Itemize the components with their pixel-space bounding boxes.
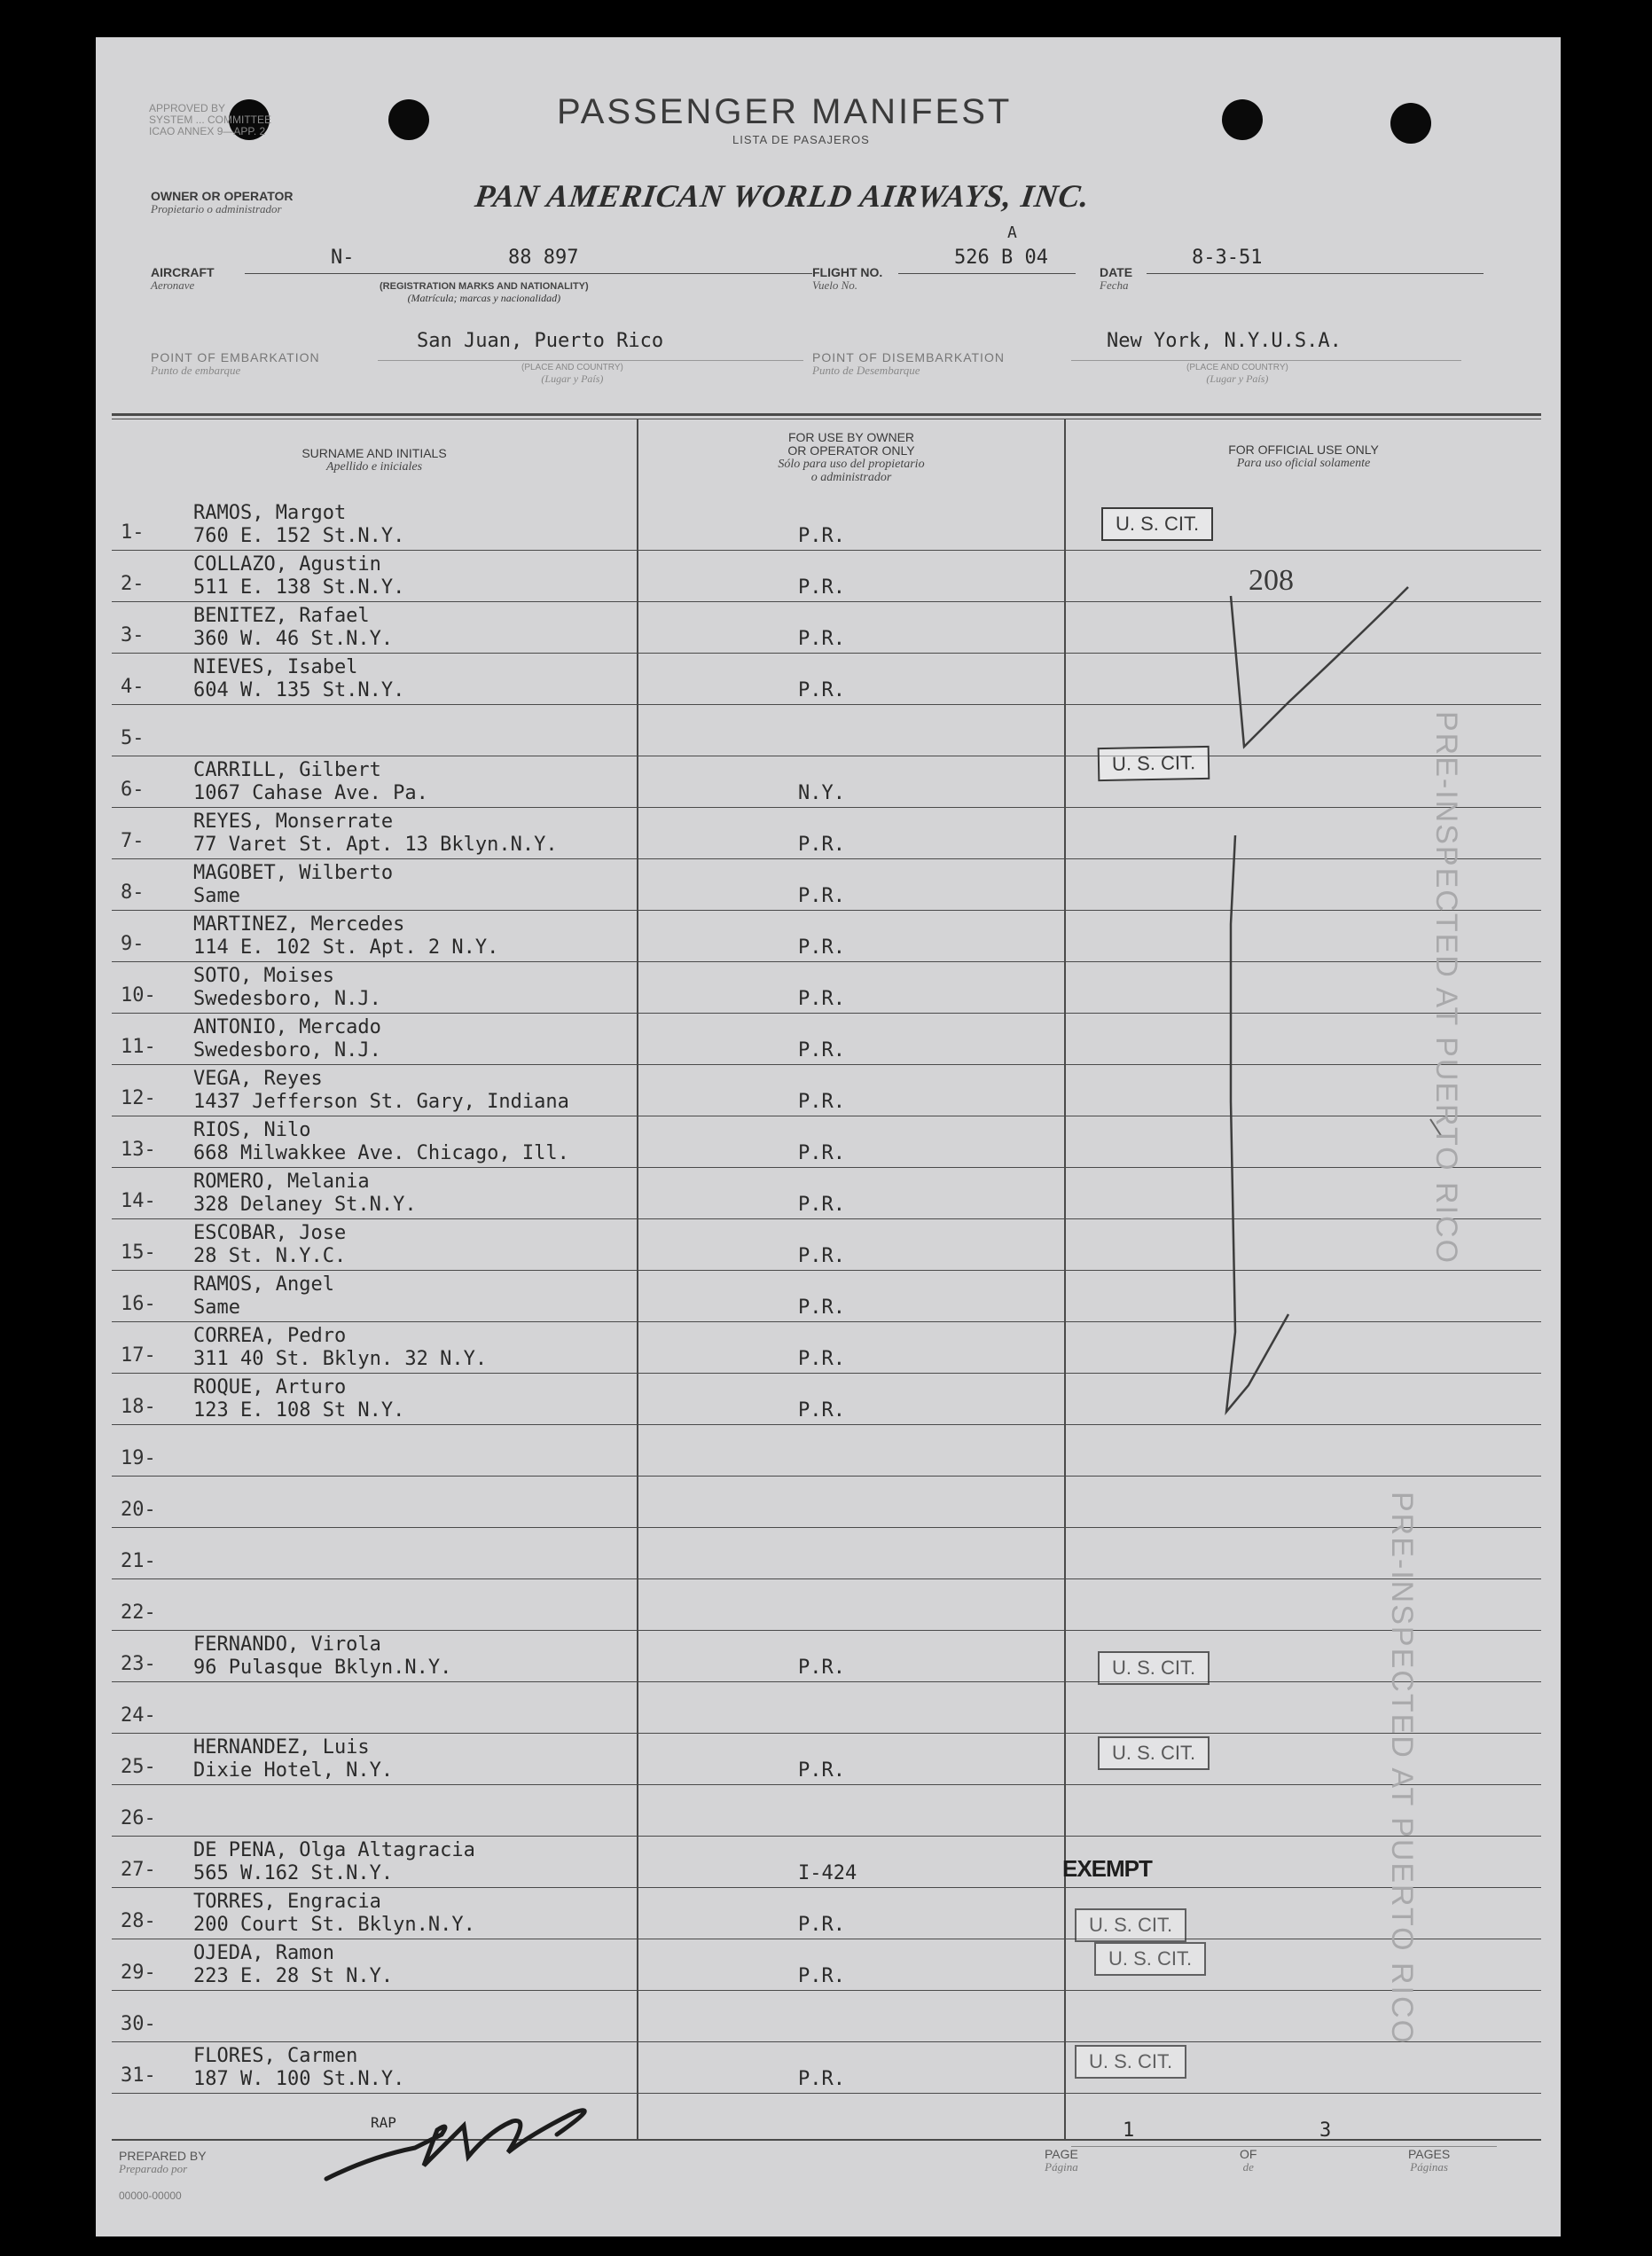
passenger-name: ROMERO, Melania	[193, 1171, 370, 1193]
date-label-en: DATE	[1100, 265, 1133, 279]
aircraft-label-en: AIRCRAFT	[151, 265, 215, 279]
approval-line: ICAO ANNEX 9—APP. 2	[149, 125, 266, 137]
page-subtitle: LISTA DE PASAJEROS	[732, 133, 870, 146]
aircraft-underline	[245, 273, 812, 274]
flight-label-en: FLIGHT NO.	[812, 265, 883, 279]
flight-number: 526 B 04	[954, 247, 1048, 269]
passenger-name: RIOS, Nilo	[193, 1119, 311, 1141]
passenger-name: BENITEZ, Rafael	[193, 605, 370, 627]
row-number: 22-	[121, 1602, 156, 1624]
origin-code: P.R.	[798, 1914, 845, 1936]
origin-code: P.R.	[798, 576, 845, 599]
registration-caption-en: (REGISTRATION MARKS AND NATIONALITY)	[380, 281, 589, 292]
passenger-address: 28 St. N.Y.C.	[193, 1245, 347, 1267]
passenger-name: SOTO, Moises	[193, 965, 334, 987]
pre-inspected-stamp: PRE-INSPECTED AT PUERTO RICO	[1385, 1492, 1419, 2046]
origin-code: P.R.	[798, 1657, 845, 1679]
passenger-name: ESCOBAR, Jose	[193, 1222, 347, 1244]
passenger-name: REYES, Monserrate	[193, 811, 394, 833]
passenger-name: ROQUE, Arturo	[193, 1376, 347, 1398]
passenger-address: 96 Pulasque Bklyn.N.Y.	[193, 1657, 452, 1679]
origin-code: P.R.	[798, 1348, 845, 1370]
origin-code: P.R.	[798, 1194, 845, 1216]
passenger-name: MAGOBET, Wilberto	[193, 862, 394, 884]
manifest-sheet	[96, 37, 1561, 2236]
row-number: 2-	[121, 573, 145, 595]
row-number: 14-	[121, 1190, 156, 1212]
embark-label	[151, 351, 320, 376]
airline-name: PAN AMERICAN WORLD AIRWAYS, INC.	[473, 178, 1092, 214]
row-number: 28-	[121, 1910, 156, 1932]
row-rule	[112, 1681, 1541, 1682]
origin-code: P.R.	[798, 1142, 845, 1164]
origin-code: P.R.	[798, 1245, 845, 1267]
column-header-operator-l2: OR OPERATOR ONLY	[787, 443, 915, 458]
pages-label	[1408, 2148, 1450, 2173]
aircraft-label	[151, 266, 215, 291]
origin-code: P.R.	[798, 628, 845, 650]
passenger-name: CARRILL, Gilbert	[193, 759, 381, 781]
us-citizen-stamp: U. S. CIT.	[1075, 2045, 1186, 2079]
embark-underline	[378, 360, 803, 361]
row-number: 17-	[121, 1344, 156, 1367]
page-number: 1	[1123, 2119, 1135, 2142]
aircraft-registration: 88 897	[508, 247, 579, 269]
pre-inspected-stamp: PRE-INSPECTED AT PUERTO RICO	[1429, 711, 1463, 1265]
us-citizen-stamp: U. S. CIT.	[1094, 1942, 1206, 1976]
owner-label-en: OWNER OR OPERATOR	[151, 189, 294, 203]
prepared-by-es: Preparado por	[119, 2162, 188, 2175]
owner-label	[151, 190, 294, 215]
row-rule	[112, 550, 1541, 551]
disembark-underline	[1071, 360, 1461, 361]
passenger-address: Same	[193, 885, 240, 907]
passenger-address: Dixie Hotel, N.Y.	[193, 1759, 394, 1782]
embark-caption-es: (Lugar y País)	[541, 372, 604, 385]
origin-code: P.R.	[798, 936, 845, 959]
origin-code: P.R.	[798, 1296, 845, 1319]
row-number: 24-	[121, 1704, 156, 1727]
passenger-name: MARTINEZ, Mercedes	[193, 913, 405, 936]
passenger-name: ANTONIO, Mercado	[193, 1016, 381, 1038]
passenger-name: NIEVES, Isabel	[193, 656, 358, 678]
page-rule	[1071, 2146, 1497, 2147]
passenger-address: 187 W. 100 St.N.Y.	[193, 2068, 405, 2090]
passenger-address: 565 W.162 St.N.Y.	[193, 1862, 394, 1884]
owner-label-es: Propietario o administrador	[151, 202, 282, 215]
page-title: PASSENGER MANIFEST	[557, 92, 1013, 131]
passenger-address: Same	[193, 1296, 240, 1319]
flight-date: 8-3-51	[1192, 247, 1263, 269]
of-label	[1240, 2148, 1257, 2173]
prepared-initials: RAP	[371, 2114, 396, 2131]
disembark-caption-en: (PLACE AND COUNTRY)	[1186, 363, 1288, 372]
passenger-address: 123 E. 108 St N.Y.	[193, 1399, 405, 1422]
row-rule	[112, 2041, 1541, 2042]
row-number: 11-	[121, 1036, 156, 1058]
flight-underline	[898, 273, 1076, 274]
row-rule	[112, 1836, 1541, 1837]
passenger-name: COLLAZO, Agustin	[193, 553, 381, 576]
column-header-operator-es1: Sólo para uso del propietario	[778, 458, 925, 471]
row-rule	[112, 1784, 1541, 1785]
passenger-address: 360 W. 46 St.N.Y.	[193, 628, 394, 650]
origin-code: P.R.	[798, 1039, 845, 1061]
row-number: 9-	[121, 933, 145, 955]
passenger-address: 328 Delaney St.N.Y.	[193, 1194, 417, 1216]
disembark-caption	[1186, 362, 1288, 385]
prepared-by-label	[119, 2150, 207, 2174]
passenger-name: FERNANDO, Virola	[193, 1633, 381, 1656]
aircraft-prefix: N-	[331, 247, 355, 269]
pages-label-en: PAGES	[1408, 2147, 1451, 2161]
embark-caption-en: (PLACE AND COUNTRY)	[521, 363, 623, 372]
passenger-address: 311 40 St. Bklyn. 32 N.Y.	[193, 1348, 488, 1370]
column-header-operator-l1: FOR USE BY OWNER	[787, 430, 915, 444]
us-citizen-stamp: U. S. CIT.	[1101, 507, 1213, 541]
row-rule	[112, 1990, 1541, 1991]
row-number: 1-	[121, 521, 145, 544]
origin-code: P.R.	[798, 834, 845, 856]
of-label-es: de	[1242, 2160, 1254, 2174]
row-number: 21-	[121, 1550, 156, 1572]
row-rule	[112, 1630, 1541, 1631]
origin-code: P.R.	[798, 679, 845, 701]
date-underline	[1147, 273, 1484, 274]
row-rule	[112, 1733, 1541, 1734]
embark-label-es: Punto de embarque	[151, 364, 241, 377]
origin-code: I-424	[798, 1862, 857, 1884]
row-rule	[112, 2093, 1541, 2094]
us-citizen-stamp: U. S. CIT.	[1098, 1736, 1210, 1770]
origin-code: P.R.	[798, 1759, 845, 1782]
embark-point: San Juan, Puerto Rico	[417, 330, 664, 352]
punch-hole	[1390, 103, 1431, 144]
embark-caption	[521, 362, 623, 385]
row-number: 10-	[121, 984, 156, 1007]
column-header-name-es: Apellido e iniciales	[325, 460, 423, 474]
passenger-name: RAMOS, Margot	[193, 502, 347, 524]
of-label-en: OF	[1240, 2147, 1257, 2161]
column-header-official	[1066, 443, 1541, 470]
column-header-official-es: Para uso oficial solamente	[1236, 457, 1371, 470]
row-number: 5-	[121, 727, 145, 749]
pages-label-es: Páginas	[1410, 2160, 1448, 2174]
registration-caption	[380, 281, 589, 304]
origin-code: P.R.	[798, 2068, 845, 2090]
passenger-address: 223 E. 28 St N.Y.	[193, 1965, 394, 1987]
origin-code: P.R.	[798, 1399, 845, 1422]
origin-code: N.Y.	[798, 782, 845, 804]
page-label-en: PAGE	[1045, 2147, 1078, 2161]
disembark-point: New York, N.Y.U.S.A.	[1107, 330, 1342, 352]
us-citizen-stamp: U. S. CIT.	[1075, 1908, 1186, 1942]
form-number: 00000-00000	[119, 2189, 182, 2202]
passenger-name: CORREA, Pedro	[193, 1325, 347, 1347]
column-header-name	[112, 447, 637, 474]
origin-code: P.R.	[798, 988, 845, 1010]
column-header-operator-es2: o administrador	[810, 471, 892, 484]
approval-note	[149, 103, 271, 137]
row-number: 27-	[121, 1859, 156, 1881]
passenger-name: OJEDA, Ramon	[193, 1942, 334, 1964]
passenger-address: 200 Court St. Bklyn.N.Y.	[193, 1914, 475, 1936]
disembark-label-es: Punto de Desembarque	[812, 364, 920, 377]
approval-line: APPROVED BY	[149, 102, 226, 114]
punch-hole	[388, 99, 429, 140]
passenger-name: DE PENA, Olga Altagracia	[193, 1839, 475, 1861]
row-number: 18-	[121, 1396, 156, 1418]
passenger-address: 511 E. 138 St.N.Y.	[193, 576, 405, 599]
row-number: 25-	[121, 1756, 156, 1778]
approval-line: SYSTEM ... COMMITTEE	[149, 114, 272, 126]
date-label-es: Fecha	[1100, 278, 1129, 292]
handwritten-count: 208	[1249, 564, 1294, 597]
handwritten-marks	[1071, 569, 1444, 1474]
disembark-label-en: POINT OF DISEMBARKATION	[812, 350, 1005, 364]
row-rule	[112, 1527, 1541, 1528]
passenger-address: 1437 Jefferson St. Gary, Indiana	[193, 1091, 569, 1113]
row-rule	[112, 1887, 1541, 1888]
row-number: 8-	[121, 881, 145, 904]
row-number: 30-	[121, 2013, 156, 2035]
passenger-address: Swedesboro, N.J.	[193, 1039, 381, 1061]
registration-caption-es: (Matrícula; marcas y nacionalidad)	[407, 292, 561, 304]
page-total: 3	[1319, 2119, 1332, 2142]
row-number: 29-	[121, 1962, 156, 1984]
exempt-stamp: EXEMPT	[1062, 1855, 1152, 1882]
origin-code: P.R.	[798, 1965, 845, 1987]
passenger-address: 1067 Cahase Ave. Pa.	[193, 782, 428, 804]
passenger-name: HERNANDEZ, Luis	[193, 1736, 370, 1759]
row-number: 12-	[121, 1087, 156, 1109]
flight-label-es: Vuelo No.	[812, 278, 858, 292]
passenger-name: TORRES, Engracia	[193, 1891, 381, 1913]
column-header-official-en: FOR OFFICIAL USE ONLY	[1228, 443, 1379, 457]
origin-code: P.R.	[798, 525, 845, 547]
column-header-operator	[638, 431, 1064, 484]
row-number: 15-	[121, 1242, 156, 1264]
us-citizen-stamp: U. S. CIT.	[1098, 746, 1210, 781]
origin-code: P.R.	[798, 1091, 845, 1113]
passenger-address: 77 Varet St. Apt. 13 Bklyn.N.Y.	[193, 834, 558, 856]
flight-label	[812, 266, 882, 291]
passenger-name: VEGA, Reyes	[193, 1068, 323, 1090]
passenger-address: 114 E. 102 St. Apt. 2 N.Y.	[193, 936, 499, 959]
column-divider	[637, 419, 638, 2139]
row-number: 20-	[121, 1499, 156, 1521]
us-citizen-stamp: U. S. CIT.	[1098, 1651, 1210, 1685]
row-number: 19-	[121, 1447, 156, 1469]
row-number: 31-	[121, 2064, 156, 2087]
row-number: 6-	[121, 779, 145, 801]
row-number: 4-	[121, 676, 145, 698]
row-number: 23-	[121, 1653, 156, 1675]
aircraft-label-es: Aeronave	[151, 278, 195, 292]
table-top-rule	[112, 413, 1541, 416]
disembark-label	[812, 351, 1005, 376]
prepared-by-en: PREPARED BY	[119, 2149, 207, 2163]
page-label-es: Página	[1045, 2160, 1078, 2174]
passenger-address: 668 Milwakkee Ave. Chicago, Ill.	[193, 1142, 569, 1164]
flight-superscript: A	[1007, 223, 1017, 242]
passenger-name: RAMOS, Angel	[193, 1273, 334, 1296]
passenger-address: Swedesboro, N.J.	[193, 988, 381, 1010]
page-label	[1045, 2148, 1078, 2173]
embark-label-en: POINT OF EMBARKATION	[151, 350, 320, 364]
passenger-address: 604 W. 135 St.N.Y.	[193, 679, 405, 701]
passenger-name: FLORES, Carmen	[193, 2045, 358, 2067]
row-rule	[112, 1578, 1541, 1579]
disembark-caption-es: (Lugar y País)	[1206, 372, 1269, 385]
row-number: 16-	[121, 1293, 156, 1315]
row-rule	[112, 1476, 1541, 1477]
row-number: 13-	[121, 1139, 156, 1161]
row-number: 7-	[121, 830, 145, 852]
preparer-signature	[317, 2095, 610, 2192]
origin-code: P.R.	[798, 885, 845, 907]
date-label	[1100, 266, 1132, 291]
punch-hole	[1222, 99, 1263, 140]
row-number: 26-	[121, 1807, 156, 1829]
passenger-address: 760 E. 152 St.N.Y.	[193, 525, 405, 547]
row-number: 3-	[121, 624, 145, 646]
column-header-name-en: SURNAME AND INITIALS	[301, 446, 447, 460]
